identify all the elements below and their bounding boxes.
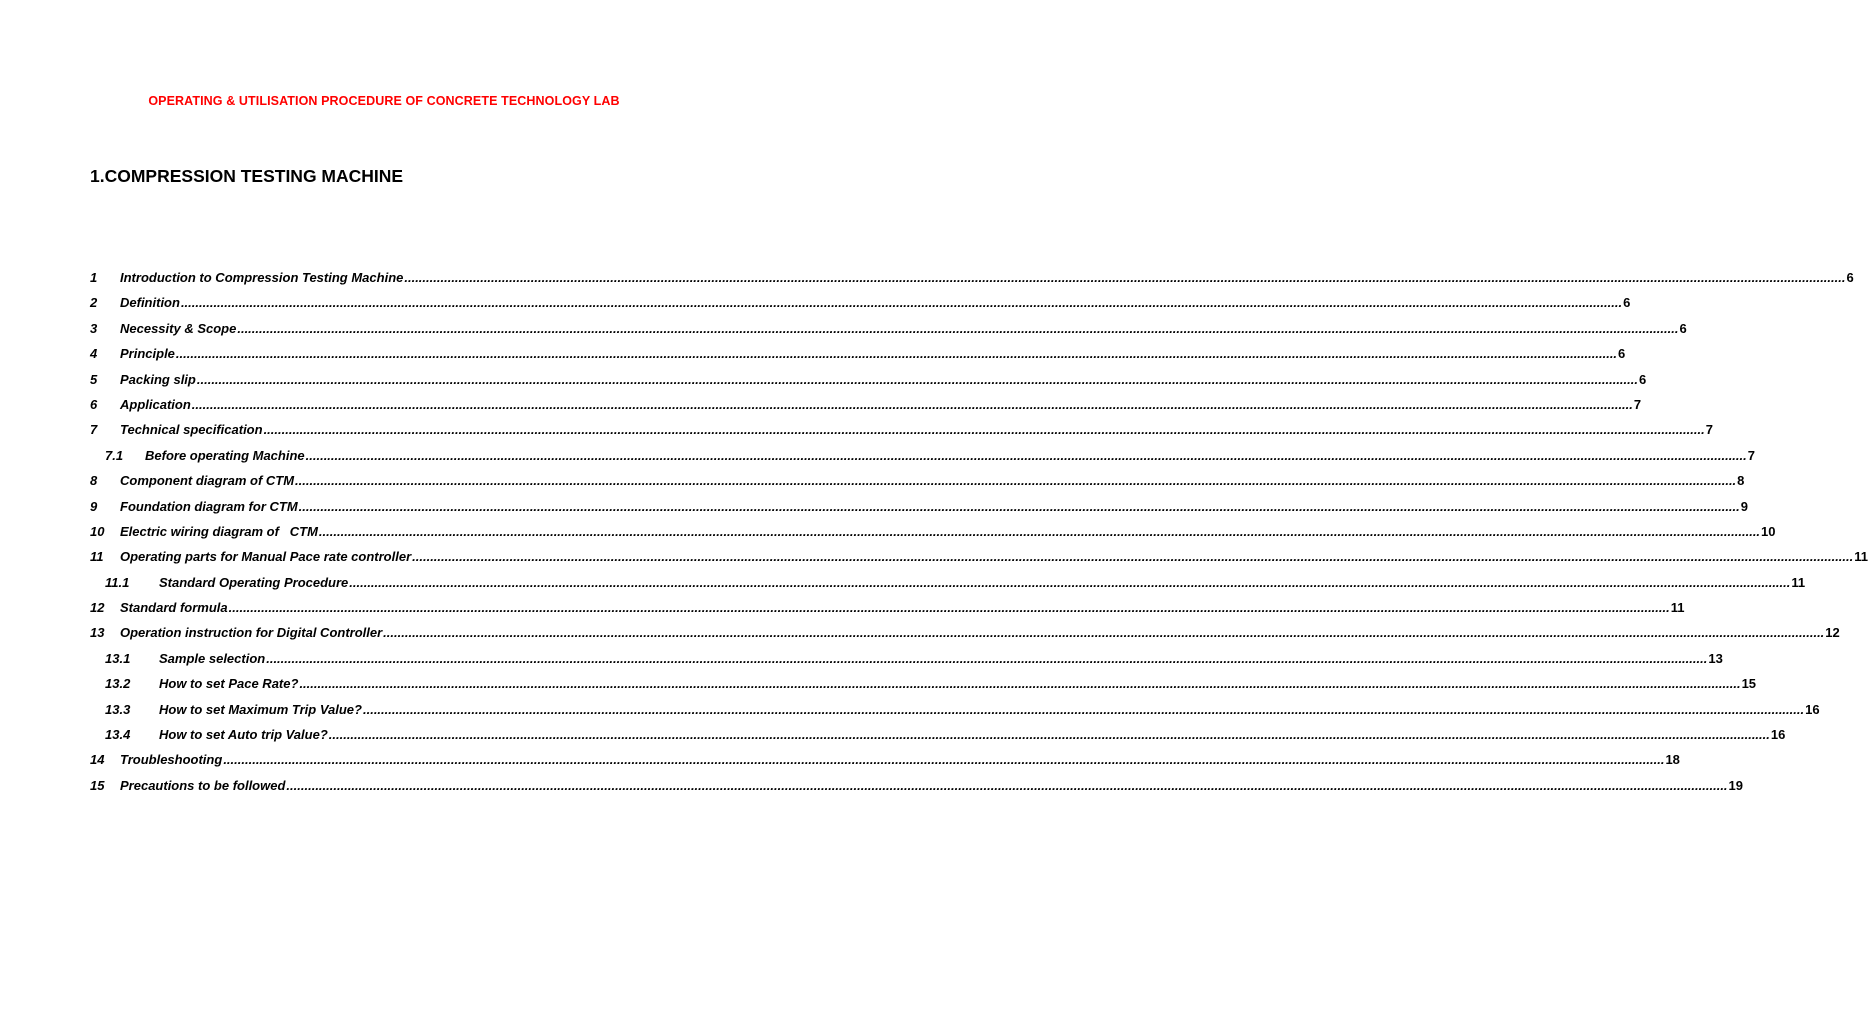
toc-entry-title: Packing slip — [120, 371, 196, 387]
toc-entry-line — [159, 646, 1723, 671]
toc-entry-page-number: 11 — [1791, 574, 1806, 590]
toc-dot-leader: ............................................................................................................................................................................................................................................................................................................................................................................................................... — [383, 625, 1825, 641]
toc-entry-title: Application — [120, 396, 191, 412]
toc-entry-title: Standard formula — [120, 600, 228, 616]
toc-entry[interactable] — [90, 595, 1685, 620]
toc-entry-page-number: 15 — [1741, 676, 1757, 692]
toc-entry-line — [120, 417, 1713, 442]
toc-entry-number: 8 — [90, 473, 98, 489]
toc-dot-leader: ............................................................................................................................................................................................................................................................................................................................................................................................................... — [318, 523, 1761, 539]
toc-entry[interactable] — [90, 570, 1806, 595]
toc-entry[interactable] — [90, 265, 1854, 290]
toc-entry[interactable] — [90, 341, 1626, 366]
toc-entry[interactable] — [90, 671, 1757, 696]
toc-entry-title: Necessity & Scope — [120, 320, 237, 336]
toc-entry-line — [120, 747, 1680, 772]
toc-dot-leader: ............................................................................................................................................................................................................................................................................................................................................................................................................... — [404, 270, 1846, 285]
toc-entry-line — [120, 773, 1744, 798]
toc-entry[interactable] — [90, 697, 1820, 722]
toc-entry[interactable] — [90, 722, 1786, 747]
toc-entry-line — [120, 544, 1868, 569]
toc-entry-title: Before operating Machine — [145, 447, 305, 463]
toc-entry-title: Introduction to Compression Testing Machine — [120, 270, 404, 285]
toc-entry-page-number: 9 — [1740, 498, 1749, 514]
toc-entry[interactable] — [90, 494, 1749, 519]
toc-entry-number: 7 — [90, 422, 98, 438]
toc-entry-title: How to set Pace Rate? — [159, 676, 299, 692]
toc-entry[interactable] — [90, 646, 1723, 671]
toc-entry[interactable] — [90, 747, 1680, 772]
toc-dot-leader: ............................................................................................................................................................................................................................................................................................................................................................................................................... — [305, 447, 1747, 463]
toc-entry-title: Sample selection — [159, 650, 266, 666]
toc-entry-page-number: 16 — [1770, 727, 1786, 743]
toc-entry[interactable] — [90, 316, 1687, 341]
toc-entry-title: Standard Operating Procedure — [159, 574, 349, 590]
toc-entry[interactable] — [90, 290, 1631, 315]
toc-entry-number: 2 — [90, 295, 98, 311]
toc-entry-line — [120, 265, 1854, 290]
toc-entry-page-number: 13 — [1708, 650, 1723, 666]
toc-entry-title: Electric wiring diagram of CTM — [120, 523, 318, 539]
toc-entry-line — [120, 316, 1687, 341]
toc-dot-leader: ............................................................................................................................................................................................................................................................................................................................................................................................................... — [266, 650, 1708, 666]
toc-entry-line — [159, 570, 1806, 595]
toc-entry-title: Troubleshooting — [120, 752, 223, 768]
toc-entry-title: Principle — [120, 346, 175, 362]
toc-dot-leader: ............................................................................................................................................................................................................................................................................................................................................................................................................... — [349, 574, 1791, 590]
toc-entry-page-number: 7 — [1747, 447, 1755, 463]
toc-entry-line — [120, 290, 1631, 315]
toc-entry-line — [120, 595, 1685, 620]
toc-entry-number: 11 — [90, 549, 104, 565]
toc-entry-number: 13.2 — [105, 676, 131, 692]
toc-entry-title: Foundation diagram for CTM — [120, 498, 298, 514]
toc-entry-line — [120, 367, 1647, 392]
toc-entry-number: 13.3 — [105, 701, 131, 717]
toc-entry-number: 13.1 — [105, 650, 131, 666]
toc-dot-leader: ............................................................................................................................................................................................................................................................................................................................................................................................................... — [223, 752, 1665, 768]
toc-entry-line — [120, 341, 1626, 366]
toc-dot-leader: ............................................................................................................................................................................................................................................................................................................................................................................................................... — [328, 727, 1770, 743]
toc-entry-page-number: 6 — [1679, 320, 1687, 336]
toc-entry-title: Technical specification — [120, 422, 263, 438]
toc-entry-page-number: 7 — [1633, 396, 1642, 412]
toc-entry-line — [145, 443, 1755, 468]
toc-entry-number: 13 — [90, 625, 105, 641]
toc-entry-page-number: 18 — [1665, 752, 1680, 768]
toc-entry-page-number: 8 — [1737, 473, 1745, 489]
toc-dot-leader: ............................................................................................................................................................................................................................................................................................................................................................................................................... — [286, 777, 1728, 793]
toc-entry-page-number: 16 — [1805, 701, 1820, 717]
toc-entry-number: 1 — [90, 270, 98, 285]
toc-entry-title: Definition — [120, 295, 180, 311]
toc-entry[interactable] — [90, 544, 1868, 569]
toc-entry-number: 13.4 — [105, 727, 131, 743]
toc-entry[interactable] — [90, 519, 1776, 544]
section-heading: 1.COMPRESSION TESTING MACHINE — [90, 166, 404, 186]
toc-dot-leader: ............................................................................................................................................................................................................................................................................................................................................................................................................... — [191, 396, 1633, 412]
toc-entry-page-number: 10 — [1761, 523, 1776, 539]
toc-entry-title: How to set Auto trip Value? — [159, 727, 328, 743]
toc-dot-leader: ............................................................................................................................................................................................................................................................................................................................................................................................................... — [228, 600, 1670, 616]
toc-entry[interactable] — [90, 443, 1755, 468]
toc-entry-title: Operation instruction for Digital Controller — [120, 625, 383, 641]
toc-dot-leader: ............................................................................................................................................................................................................................................................................................................................................................................................................... — [196, 371, 1638, 387]
toc-entry-number: 10 — [90, 523, 105, 539]
toc-entry-title: Operating parts for Manual Pace rate controller — [120, 549, 412, 565]
toc-dot-leader: ............................................................................................................................................................................................................................................................................................................................................................................................................... — [175, 346, 1618, 362]
toc-entry-line — [120, 620, 1840, 645]
toc-entry-line — [120, 494, 1749, 519]
toc-entry-number: 5 — [90, 371, 98, 387]
toc-entry[interactable] — [90, 773, 1744, 798]
toc-entry[interactable] — [90, 392, 1642, 417]
toc-entry-number: 6 — [90, 396, 98, 412]
toc-entry-number: 14 — [90, 752, 105, 768]
toc-entry-page-number: 11 — [1854, 549, 1868, 565]
toc-entry[interactable] — [90, 620, 1840, 645]
toc-entry-number: 7.1 — [105, 447, 124, 463]
toc-entry-title: How to set Maximum Trip Value? — [159, 701, 362, 717]
toc-entry-page-number: 6 — [1618, 346, 1626, 362]
toc-dot-leader: ............................................................................................................................................................................................................................................................................................................................................................................................................... — [263, 422, 1705, 438]
toc-entry-number: 12 — [90, 600, 105, 616]
toc-entry-line — [159, 671, 1757, 696]
toc-entry-number: 3 — [90, 320, 98, 336]
toc-dot-leader: ............................................................................................................................................................................................................................................................................................................................................................................................................... — [412, 549, 1854, 565]
toc-entry-page-number: 6 — [1846, 270, 1854, 285]
toc-entry[interactable] — [90, 417, 1713, 442]
toc-entry-line — [120, 468, 1745, 493]
toc-dot-leader: ............................................................................................................................................................................................................................................................................................................................................................................................................... — [237, 320, 1679, 336]
toc-entry-page-number: 7 — [1705, 422, 1713, 438]
toc-entry-title: Component diagram of CTM — [120, 473, 295, 489]
toc-entry-page-number: 12 — [1825, 625, 1840, 641]
toc-dot-leader: ............................................................................................................................................................................................................................................................................................................................................................................................................... — [180, 295, 1623, 311]
table-of-contents — [90, 265, 1868, 798]
toc-entry-number: 9 — [90, 498, 98, 514]
toc-entry-line — [120, 519, 1776, 544]
toc-entry-number: 15 — [90, 777, 105, 793]
document-title: OPERATING & UTILISATION PROCEDURE OF CONCRETE TECHNOLOGY LAB — [148, 94, 620, 108]
toc-entry-title: Precautions to be followed — [120, 777, 286, 793]
toc-dot-leader: ............................................................................................................................................................................................................................................................................................................................................................................................................... — [362, 701, 1805, 717]
toc-dot-leader: ............................................................................................................................................................................................................................................................................................................................................................................................................... — [295, 473, 1737, 489]
toc-entry-number: 11.1 — [105, 574, 130, 590]
toc-entry-line — [159, 697, 1820, 722]
toc-entry-line — [120, 392, 1642, 417]
toc-entry-line — [159, 722, 1786, 747]
toc-entry-page-number: 11 — [1670, 600, 1685, 616]
toc-dot-leader: ............................................................................................................................................................................................................................................................................................................................................................................................................... — [298, 498, 1740, 514]
toc-entry-page-number: 6 — [1623, 295, 1631, 311]
toc-dot-leader: ............................................................................................................................................................................................................................................................................................................................................................................................................... — [299, 676, 1741, 692]
toc-entry[interactable] — [90, 468, 1745, 493]
toc-entry-number: 4 — [90, 346, 98, 362]
toc-entry-page-number: 19 — [1728, 777, 1744, 793]
toc-entry-page-number: 6 — [1639, 371, 1647, 387]
toc-entry[interactable] — [90, 367, 1647, 392]
